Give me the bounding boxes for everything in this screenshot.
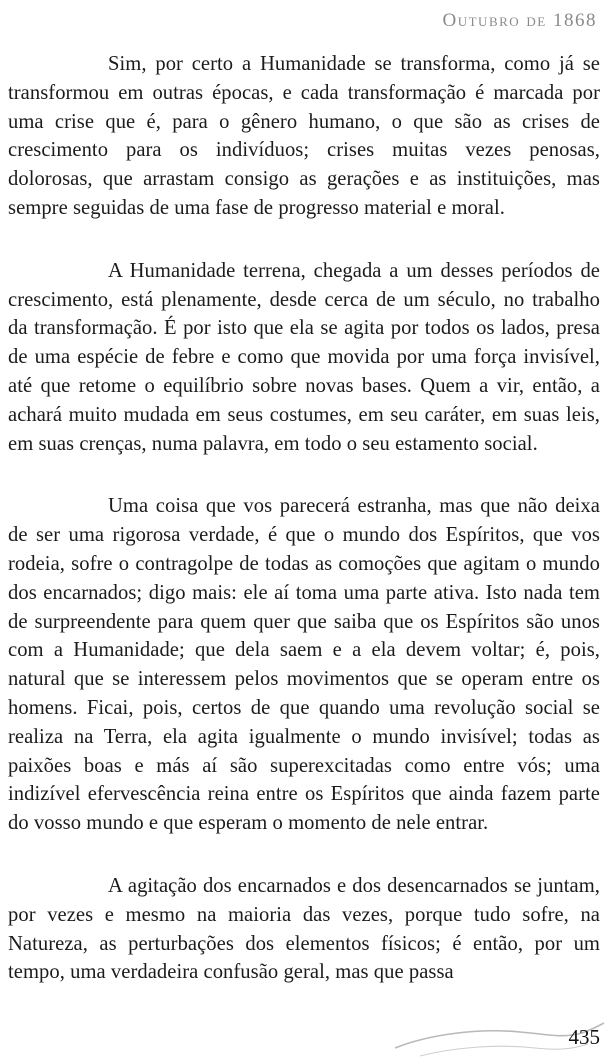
paragraph-1: Sim, por certo a Humanidade se transforma, como já se transformou em outras épocas, e cada transformação é marcada por uma crise que é, para o gênero humano, o que são as crises de crescimento para os indivíduos; crises muitas vezes penosas, dolorosas, que arrastam consigo as gerações e as instituições, mas sempre seguidas de uma fase de progresso material e moral. bbox=[8, 53, 600, 219]
page-number: 435 bbox=[568, 1025, 600, 1049]
running-header: Outubro de 1868 bbox=[442, 10, 597, 31]
paragraph-2: A Humanidade terrena, chegada a um desses períodos de crescimento, está plenamente, desde cerca de um século, no trabalho da transformação. É por isto que ela se agita por todos os lados, presa de uma espécie de febre e como que movida por uma força invisível, até que retome o equilíbrio sobre novas bases. Quem a vir, então, a achará muito mudada em seus costumes, em seu caráter, em suas leis, em suas crenças, numa palavra, em todo o seu estamento social. bbox=[8, 259, 600, 455]
swoosh-flourish-icon bbox=[0, 1020, 607, 1061]
paragraph-3: Uma coisa que vos parecerá estranha, mas que não deixa de ser uma rigorosa verdade, é que o mundo dos Espíritos, que vos rodeia, sofre o contragolpe de todas as comoções que agitam o mundo dos encarnados; digo mais: ele aí toma uma parte ativa. Isto nada tem de surpreendente para quem quer que saiba que os Espíritos são unos com a Humanidade; que dela saem e a ela devem voltar; é, pois, natural que se interessem pelos movimentos que se operam entre os homens. Ficai, pois, certos de que quando uma revolução social se realiza na Terra, ela agita igualmente o mundo invisível; todas as paixões boas e más aí são superexcitadas como entre vós; uma indizível efervescência reina entre os Espíritos que ainda fazem parte do vosso mundo e que esperam o momento de nele entrar. bbox=[8, 495, 600, 835]
page-body bbox=[8, 50, 600, 987]
page-footer bbox=[0, 1020, 607, 1061]
paragraph-4: A agitação dos encarnados e dos desencarnados se juntam, por vezes e mesmo na maioria das vezes, porque tudo sofre, na Natureza, as perturbações dos elementos físicos; é então, por um tempo, uma verdadeira confusão geral, mas que passa bbox=[8, 874, 600, 984]
